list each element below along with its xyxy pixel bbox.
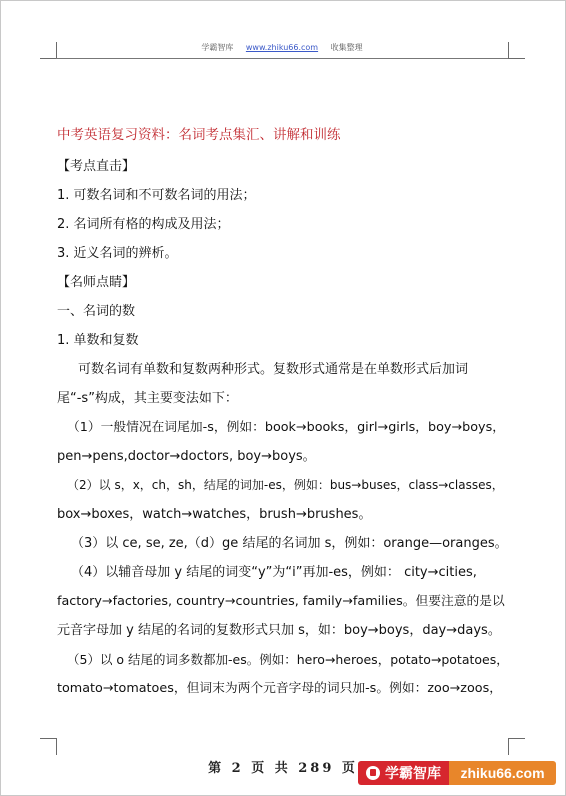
paragraph-line: 尾“-s”构成，其主要变法如下：: [57, 391, 238, 406]
header-left-text: 学霸智库: [201, 43, 234, 52]
section-heading: 【考点直击】: [57, 159, 136, 174]
watermark-brand-text: 学霸智库: [385, 765, 441, 781]
watermark-logo: [358, 761, 556, 785]
paragraph-line: tomato→tomatoes，但词末为两个元音字母的词只加-s。例如：zoo→zoos，: [57, 681, 502, 696]
page-number: 第 2 页 共 289 页: [208, 761, 358, 776]
list-item: 2. 名词所有格的构成及用法；: [57, 217, 230, 232]
paragraph-line: 元音字母加 y 结尾的名词的复数形式只加 s，如：boy→boys，day→days。: [57, 623, 501, 638]
subsection-heading: 一、名词的数: [57, 304, 136, 319]
paragraph-line: 可数名词有单数和复数两种形式。复数形式通常是在单数形式后加词: [78, 362, 469, 377]
corner-mark-top-right: [508, 42, 525, 59]
paragraph-line: （3）以 ce, se, ze,（d）ge 结尾的名词加 s，例如：orange—oranges。: [71, 536, 508, 551]
paragraph-line: box→boxes，watch→watches，brush→brushes。: [57, 507, 372, 522]
watermark-url: zhiku66.com: [449, 761, 556, 785]
watermark-brand-block: [358, 761, 449, 785]
book-icon: [366, 766, 380, 780]
paragraph-line: （4）以辅音母加 y 结尾的词变“y”为“i”再加-es，例如： city→cities,: [71, 565, 477, 580]
paragraph-line: （2）以 s，x，ch，sh，结尾的词加-es，例如：bus→buses，class→classes，: [67, 478, 504, 492]
paragraph-line: factory→factories, country→countries, family→families。但要注意的是以: [57, 594, 505, 609]
paragraph-line: （5）以 o 结尾的词多数都加-es。例如：hero→heroes，potato→potatoes，: [67, 652, 509, 667]
list-item: 3. 近义名词的辨析。: [57, 246, 178, 261]
corner-mark-bottom-right: [508, 738, 525, 755]
list-item: 1. 可数名词和不可数名词的用法；: [57, 188, 256, 203]
paragraph-line: pen→pens,doctor→doctors, boy→boys。: [57, 449, 316, 464]
corner-mark-bottom-left: [40, 738, 57, 755]
subsection-heading: 1. 单数和复数: [57, 333, 139, 348]
section-heading: 【名师点睛】: [57, 275, 136, 290]
corner-mark-top-left: [40, 42, 57, 59]
document-title: 中考英语复习资料：名词考点集汇、讲解和训练: [57, 127, 341, 143]
header-right-text: 收集整理: [330, 43, 363, 52]
header-url-link[interactable]: www.zhiku66.com: [245, 43, 319, 52]
paragraph-line: （1）一般情况在词尾加-s，例如：book→books，girl→girls，boy→boys，: [67, 420, 505, 435]
document-body: [57, 118, 509, 703]
page-header: [56, 42, 508, 59]
